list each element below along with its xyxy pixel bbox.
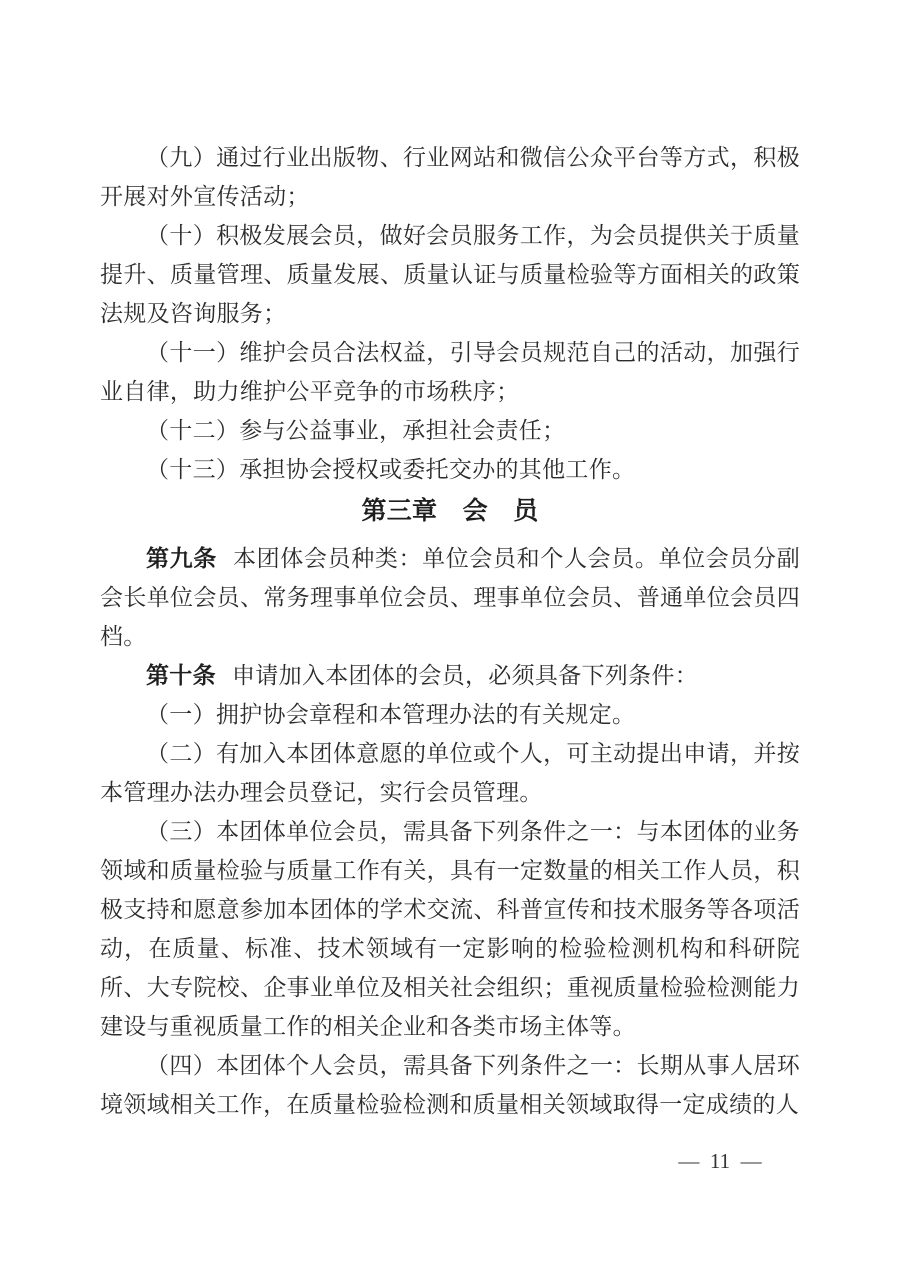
condition-4-paragraph: （四）本团体个人会员，需具备下列条件之一：长期从事人居环境领域相关工作，在质量检验检测和质量相关领域取得一定成绩的人 xyxy=(100,1053,800,1117)
condition-1-paragraph: （一）拥护协会章程和本管理办法的有关规定。 xyxy=(146,702,636,727)
page-number: — 11 — xyxy=(678,1149,762,1173)
article-9-paragraph xyxy=(100,539,800,656)
clause-10-paragraph: （十）积极发展会员，做好会员服务工作，为会员提供关于质量提升、质量管理、质量发展、质量认证与质量检验等方面相关的政策法规及咨询服务； xyxy=(100,223,800,326)
article-9-text: 本团体会员种类：单位会员和个人会员。单位会员分副会长单位会员、常务理事单位会员、理事单位会员、普通单位会员四档。 xyxy=(100,546,800,649)
condition-2-paragraph: （二）有加入本团体意愿的单位或个人，可主动提出申请，并按本管理办法办理会员登记，实行会员管理。 xyxy=(100,741,800,805)
clause-9-paragraph: （九）通过行业出版物、行业网站和微信公众平台等方式，积极开展对外宣传活动； xyxy=(100,145,800,209)
clause-12-paragraph: （十二）参与公益事业，承担社会责任； xyxy=(146,418,566,443)
article-10-label: 第十条 xyxy=(146,662,216,688)
clause-11-paragraph: （十一）维护会员合法权益，引导会员规范自己的活动，加强行业自律，助力维护公平竞争的市场秩序； xyxy=(100,340,800,404)
article-9-label: 第九条 xyxy=(146,545,217,571)
condition-3-paragraph: （三）本团体单位会员，需具备下列条件之一：与本团体的业务领域和质量检验与质量工作有关，具有一定数量的相关工作人员，积极支持和愿意参加本团体的学术交流、科普宣传和技术服务等各项活动，在质量、标准、技术领域有一定影响的检验检测机构和科研院所、大专院校、企事业单位及相关社会组织；重视质量检验检测能力建设与重视质量工作的相关企业和各类市场主体等。 xyxy=(100,819,800,1039)
article-10-paragraph xyxy=(100,656,800,695)
article-10-text: 申请加入本团体的会员，必须具备下列条件： xyxy=(232,663,698,688)
chapter-3-heading: 第三章 会 员 xyxy=(361,497,539,525)
document-body xyxy=(100,138,800,1124)
clause-13-paragraph: （十三）承担协会授权或委托交办的其他工作。 xyxy=(146,457,636,482)
